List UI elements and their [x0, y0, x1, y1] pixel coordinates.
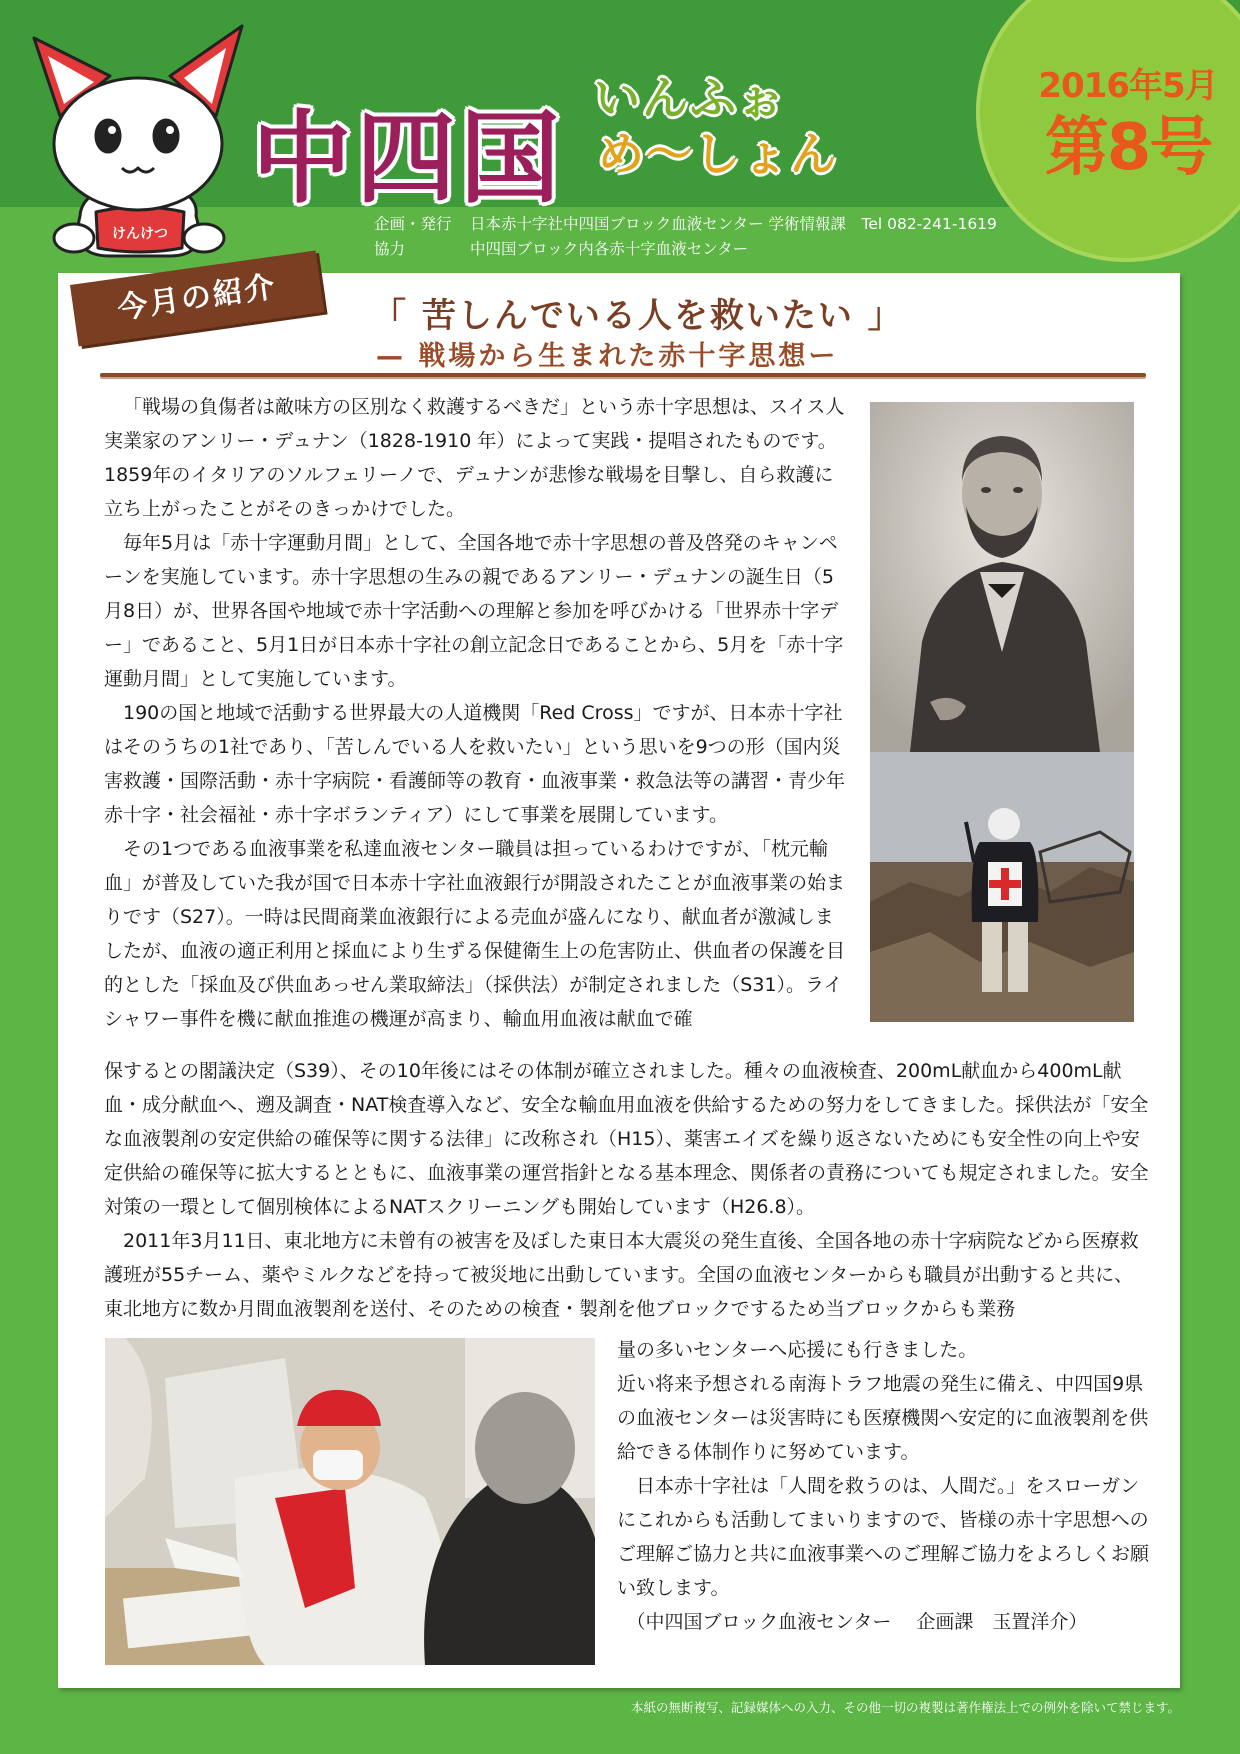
paragraph-2: 毎年5月は「赤十字運動月間」として、全国各地で赤十字思想の普及啓発のキャンペーンを実施しています。赤十字思想の生みの親であるアンリー・デュナンの誕生日（5月8日）が、世界各国や地域で赤十字活動への理解と参加を呼びかける「世界赤十字デー」であること、5月1日が日本赤十字社の創立記念日であることから、5月を「赤十字運動月間」として実施しています。 [104, 532, 844, 690]
paragraph-1: 「戦場の負傷者は敵味方の区別なく救護するべきだ」という赤十字思想は、スイス人実業家のアンリー・デュナン（1828-1910 年）によって実践・提唱されたものです。1859年のイタリアのソルフェリーノで、デュナンが悲惨な戦場を目撃し、自ら救護に立ち上がったことがそのきっかけでした。 [104, 396, 845, 520]
author-signature: （中四国ブロック血液センター 企画課 玉置洋介） [626, 1611, 1088, 1633]
cooperation-value: 中四国ブロック内各赤十字血液センター [470, 240, 749, 258]
issue-date: 2016年5月 [1038, 66, 1218, 106]
article-body-narrow [104, 390, 852, 1036]
paragraph-6: 2011年3月11日、東北地方に未曾有の被害を及ぼした東日本大震災の発生直後、全国各地の赤十字病院などから医療救護班が55チーム、薬やミルクなどを持って被災地に出動しています。全国の血液センターからも職員が出動すると共に、東北地方に数か月間血液製剤を送付、そのための検査・製剤を他ブロックでするため当ブロックからも業務 [104, 1230, 1139, 1320]
paragraph-3: 190の国と地域で活動する世界最大の人道機関「Red Cross」ですが、日本赤十字社はそのうちの1社であり、「苦しんでいる人を救いたい」という思いを9つの形（国内災害救護・国際活動・赤十字病院・看護師等の教育・血液事業・救急法等の講習・青少年赤十字・社会福祉・赤十字ボランティア）にして事業を展開しています。 [104, 702, 846, 826]
portrait-photo [870, 402, 1134, 752]
relief-team-photo [105, 1338, 595, 1665]
newsletter-title: 中四国 [252, 100, 564, 217]
paragraph-5: 保するとの閣議決定（S39）、その10年後にはその体制が確立されました。種々の血液検査、200mL献血から400mL献血・成分献血へ、遡及調査・NAT検査導入など、安全な輸血用血液を供給するための努力をしてきました。採供法が「安全な血液製剤の安定供給の確保等に関する法律」に改称され（H15）、薬害エイズを繰り返さないためにも安全性の向上や安定供給の確保等に拡大するとともに、血液事業の運営指針となる基本理念、関係者の責務についても規定されました。安全対策の一環として個別検体によるNATスクリーニングも開始しています（H26.8）。 [104, 1060, 1149, 1218]
publisher-label: 企画・発行 [374, 215, 452, 233]
issue-number: 第8号 [1044, 111, 1212, 185]
article-body-right [617, 1333, 1150, 1639]
paragraph-4: その1つである血液事業を私達血液センター職員は担っているわけですが、「枕元輸血」が普及していた我が国で日本赤十字社血液銀行が開設されたことが血液事業の始まりです（S27）。一時は民間商業血液銀行による売血が盛んになり、献血者が激減しましたが、血液の適正利用と採血により生ずる保健衛生上の危害防止、供血者の保護を目的とした「採血及び供血あっせん業取締法」（採供法）が制定されました（S31）。ライシャワー事件を機に献血推進の機運が高まり、輸血用血液は献血で確 [104, 838, 846, 1030]
heading-divider [100, 373, 1146, 377]
cooperation-label: 協力 [374, 240, 406, 258]
subtitle-line-2: め〜しょん [598, 127, 838, 181]
section-label: 今月の紹介 [115, 269, 279, 327]
mascot-illustration [20, 16, 260, 266]
mascot-badge-text: けんけつ [112, 226, 168, 242]
article-subheadline: — 戦場から生まれた赤十字思想ー [376, 341, 839, 372]
paragraph-7: 量の多いセンターへ応援にも行きました。 [617, 1339, 978, 1361]
copyright-notice: 本紙の無断複写、記録媒体への入力、その他一切の複製は著作権法上での例外を除いて禁じます。 [630, 1700, 1180, 1715]
disaster-rescuer-photo [870, 752, 1134, 1022]
article-body-full [104, 1054, 1150, 1326]
subtitle-line-1: いんふぉ [594, 71, 786, 125]
paragraph-8: 近い将来予想される南海トラフ地震の発生に備え、中四国9県の血液センターは災害時にも医療機関へ安定的に血液製剤を供給できる体制作りに努めています。 [617, 1373, 1149, 1463]
publisher-value: 日本赤十字社中四国ブロック血液センター 学術情報課 Tel 082-241-1619 [470, 215, 997, 233]
paragraph-9: 日本赤十字社は「人間を救うのは、人間だ。」をスローガンにこれからも活動してまいりますので、皆様の赤十字思想へのご理解ご協力と共に血液事業へのご理解ご協力をよろしくお願い致します。 [617, 1475, 1150, 1599]
article-headline: 「 苦しんでいる人を救いたい 」 [372, 296, 904, 336]
publisher-info [374, 212, 997, 262]
newsletter-subtitle [594, 70, 934, 182]
